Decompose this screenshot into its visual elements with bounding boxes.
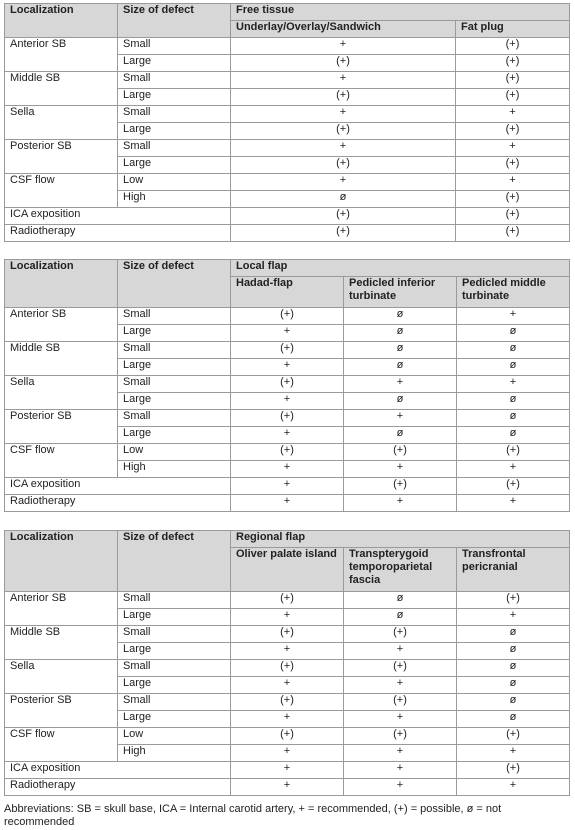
local-flap-table bbox=[4, 259, 570, 512]
value-cell: (+) bbox=[231, 592, 344, 609]
value-cell: + bbox=[231, 478, 344, 495]
table-row bbox=[5, 106, 570, 123]
size-cell: Large bbox=[118, 55, 231, 72]
table-row bbox=[5, 444, 570, 461]
localization-cell: Anterior SB bbox=[5, 308, 118, 342]
regional-flap-table bbox=[4, 530, 570, 796]
value-cell: (+) bbox=[344, 694, 457, 711]
localization-cell: Sella bbox=[5, 106, 118, 140]
size-cell: Small bbox=[118, 626, 231, 643]
free-tissue-table bbox=[4, 3, 570, 242]
value-cell: + bbox=[457, 495, 570, 512]
value-cell: + bbox=[231, 495, 344, 512]
localization-cell: Posterior SB bbox=[5, 140, 118, 174]
size-of-defect-header: Size of defect bbox=[118, 531, 231, 592]
localization-cell: Radiotherapy bbox=[5, 225, 231, 242]
localization-cell: Middle SB bbox=[5, 342, 118, 376]
value-cell: + bbox=[344, 779, 457, 796]
value-cell: (+) bbox=[231, 123, 456, 140]
group-header: Regional flap bbox=[231, 531, 570, 548]
size-cell: Small bbox=[118, 72, 231, 89]
size-cell: Low bbox=[118, 174, 231, 191]
group-header: Free tissue bbox=[231, 4, 570, 21]
value-cell: ø bbox=[457, 711, 570, 728]
value-cell: + bbox=[456, 174, 570, 191]
localization-cell: Middle SB bbox=[5, 72, 118, 106]
size-cell: Small bbox=[118, 410, 231, 427]
size-cell: Large bbox=[118, 89, 231, 106]
value-cell: + bbox=[457, 376, 570, 393]
value-cell: (+) bbox=[231, 157, 456, 174]
localization-cell: Posterior SB bbox=[5, 410, 118, 444]
size-cell: Low bbox=[118, 728, 231, 745]
value-cell: + bbox=[457, 609, 570, 626]
subheader-cell: Underlay/Overlay/Sandwich bbox=[231, 21, 456, 38]
value-cell: (+) bbox=[456, 225, 570, 242]
value-cell: (+) bbox=[456, 89, 570, 106]
value-cell: ø bbox=[457, 393, 570, 410]
value-cell: + bbox=[457, 461, 570, 478]
localization-header: Localization bbox=[5, 531, 118, 592]
value-cell: + bbox=[457, 308, 570, 325]
value-cell: (+) bbox=[456, 157, 570, 174]
localization-cell: ICA exposition bbox=[5, 762, 231, 779]
size-cell: Small bbox=[118, 140, 231, 157]
subheader-cell: Pedicled middle turbinate bbox=[457, 277, 570, 308]
value-cell: + bbox=[231, 106, 456, 123]
value-cell: (+) bbox=[231, 626, 344, 643]
table-row bbox=[5, 38, 570, 55]
value-cell: + bbox=[231, 643, 344, 660]
table-row bbox=[5, 174, 570, 191]
value-cell: ø bbox=[344, 427, 457, 444]
value-cell: ø bbox=[344, 325, 457, 342]
size-cell: High bbox=[118, 191, 231, 208]
value-cell: (+) bbox=[456, 208, 570, 225]
value-cell: (+) bbox=[456, 72, 570, 89]
size-cell: Small bbox=[118, 308, 231, 325]
table-row bbox=[5, 342, 570, 359]
subheader-cell: Transpterygoid temporoparietal fascia bbox=[344, 548, 457, 592]
table-row bbox=[5, 376, 570, 393]
table-row bbox=[5, 626, 570, 643]
size-cell: Low bbox=[118, 444, 231, 461]
value-cell: + bbox=[231, 779, 344, 796]
value-cell: (+) bbox=[344, 478, 457, 495]
value-cell: ø bbox=[344, 592, 457, 609]
localization-cell: Anterior SB bbox=[5, 38, 118, 72]
value-cell: + bbox=[456, 140, 570, 157]
table-row bbox=[5, 478, 570, 495]
size-of-defect-header: Size of defect bbox=[118, 4, 231, 38]
table-row bbox=[5, 762, 570, 779]
size-cell: Large bbox=[118, 609, 231, 626]
value-cell: + bbox=[457, 779, 570, 796]
value-cell: + bbox=[344, 677, 457, 694]
localization-cell: ICA exposition bbox=[5, 478, 231, 495]
value-cell: (+) bbox=[457, 444, 570, 461]
value-cell: (+) bbox=[456, 123, 570, 140]
size-cell: Large bbox=[118, 157, 231, 174]
subheader-cell: Transfrontal pericranial bbox=[457, 548, 570, 592]
table-row bbox=[5, 660, 570, 677]
value-cell: + bbox=[231, 609, 344, 626]
size-cell: Large bbox=[118, 643, 231, 660]
value-cell: ø bbox=[231, 191, 456, 208]
value-cell: (+) bbox=[231, 55, 456, 72]
value-cell: (+) bbox=[457, 478, 570, 495]
value-cell: (+) bbox=[231, 660, 344, 677]
size-cell: Large bbox=[118, 427, 231, 444]
value-cell: (+) bbox=[231, 342, 344, 359]
value-cell: + bbox=[231, 359, 344, 376]
localization-cell: Middle SB bbox=[5, 626, 118, 660]
localization-cell: ICA exposition bbox=[5, 208, 231, 225]
table-row bbox=[5, 208, 570, 225]
value-cell: (+) bbox=[456, 191, 570, 208]
value-cell: ø bbox=[344, 342, 457, 359]
size-cell: Large bbox=[118, 325, 231, 342]
value-cell: (+) bbox=[231, 225, 456, 242]
value-cell: (+) bbox=[344, 660, 457, 677]
table-row bbox=[5, 779, 570, 796]
value-cell: ø bbox=[344, 308, 457, 325]
value-cell: + bbox=[231, 38, 456, 55]
value-cell: + bbox=[231, 461, 344, 478]
value-cell: (+) bbox=[344, 728, 457, 745]
localization-cell: Radiotherapy bbox=[5, 495, 231, 512]
value-cell: ø bbox=[457, 410, 570, 427]
table-row bbox=[5, 728, 570, 745]
value-cell: ø bbox=[457, 626, 570, 643]
value-cell: ø bbox=[457, 694, 570, 711]
subheader-cell: Oliver palate island bbox=[231, 548, 344, 592]
value-cell: (+) bbox=[231, 89, 456, 106]
value-cell: + bbox=[344, 410, 457, 427]
value-cell: ø bbox=[457, 643, 570, 660]
value-cell: + bbox=[231, 72, 456, 89]
value-cell: (+) bbox=[457, 762, 570, 779]
value-cell: (+) bbox=[344, 626, 457, 643]
value-cell: + bbox=[344, 711, 457, 728]
value-cell: + bbox=[231, 393, 344, 410]
value-cell: + bbox=[344, 762, 457, 779]
table-row bbox=[5, 225, 570, 242]
value-cell: (+) bbox=[231, 728, 344, 745]
value-cell: + bbox=[344, 376, 457, 393]
value-cell: ø bbox=[457, 325, 570, 342]
size-cell: Small bbox=[118, 660, 231, 677]
size-cell: High bbox=[118, 745, 231, 762]
size-cell: High bbox=[118, 461, 231, 478]
size-cell: Small bbox=[118, 38, 231, 55]
value-cell: + bbox=[231, 711, 344, 728]
table-row bbox=[5, 72, 570, 89]
value-cell: (+) bbox=[456, 38, 570, 55]
localization-header: Localization bbox=[5, 4, 118, 38]
subheader-cell: Hadad-flap bbox=[231, 277, 344, 308]
value-cell: + bbox=[231, 325, 344, 342]
value-cell: (+) bbox=[231, 444, 344, 461]
value-cell: ø bbox=[457, 660, 570, 677]
value-cell: (+) bbox=[231, 308, 344, 325]
value-cell: (+) bbox=[344, 444, 457, 461]
subheader-cell: Pedicled inferior turbinate bbox=[344, 277, 457, 308]
header-row bbox=[5, 4, 570, 21]
size-cell: Small bbox=[118, 342, 231, 359]
localization-cell: Sella bbox=[5, 660, 118, 694]
value-cell: ø bbox=[344, 609, 457, 626]
value-cell: ø bbox=[457, 427, 570, 444]
header-row bbox=[5, 531, 570, 548]
value-cell: + bbox=[231, 174, 456, 191]
value-cell: (+) bbox=[456, 55, 570, 72]
value-cell: + bbox=[231, 140, 456, 157]
size-cell: Small bbox=[118, 376, 231, 393]
value-cell: ø bbox=[344, 393, 457, 410]
subheader-cell: Fat plug bbox=[456, 21, 570, 38]
value-cell: (+) bbox=[231, 694, 344, 711]
value-cell: (+) bbox=[231, 208, 456, 225]
value-cell: + bbox=[344, 495, 457, 512]
size-cell: Small bbox=[118, 592, 231, 609]
value-cell: (+) bbox=[457, 592, 570, 609]
table-row bbox=[5, 308, 570, 325]
abbreviations-note: Abbreviations: SB = skull base, ICA = Internal carotid artery, + = recommended, (+) = possible, ø = not recommended bbox=[4, 803, 502, 828]
table-row bbox=[5, 140, 570, 157]
value-cell: ø bbox=[457, 342, 570, 359]
size-of-defect-header: Size of defect bbox=[118, 260, 231, 308]
size-cell: Large bbox=[118, 393, 231, 410]
localization-cell: Sella bbox=[5, 376, 118, 410]
localization-cell: Posterior SB bbox=[5, 694, 118, 728]
header-row bbox=[5, 260, 570, 277]
group-header: Local flap bbox=[231, 260, 570, 277]
value-cell: + bbox=[231, 427, 344, 444]
table-row bbox=[5, 694, 570, 711]
value-cell: + bbox=[231, 745, 344, 762]
value-cell: + bbox=[456, 106, 570, 123]
table-row bbox=[5, 495, 570, 512]
value-cell: (+) bbox=[231, 376, 344, 393]
value-cell: (+) bbox=[231, 410, 344, 427]
value-cell: ø bbox=[457, 677, 570, 694]
size-cell: Small bbox=[118, 694, 231, 711]
value-cell: + bbox=[344, 745, 457, 762]
localization-cell: Radiotherapy bbox=[5, 779, 231, 796]
value-cell: + bbox=[457, 745, 570, 762]
value-cell: (+) bbox=[457, 728, 570, 745]
size-cell: Small bbox=[118, 106, 231, 123]
value-cell: ø bbox=[344, 359, 457, 376]
localization-cell: Anterior SB bbox=[5, 592, 118, 626]
value-cell: + bbox=[231, 677, 344, 694]
localization-header: Localization bbox=[5, 260, 118, 308]
table-row bbox=[5, 410, 570, 427]
size-cell: Large bbox=[118, 677, 231, 694]
localization-cell: CSF flow bbox=[5, 728, 118, 762]
localization-cell: CSF flow bbox=[5, 444, 118, 478]
value-cell: ø bbox=[457, 359, 570, 376]
table-row bbox=[5, 592, 570, 609]
value-cell: + bbox=[231, 762, 344, 779]
value-cell: + bbox=[344, 643, 457, 660]
size-cell: Large bbox=[118, 123, 231, 140]
localization-cell: CSF flow bbox=[5, 174, 118, 208]
size-cell: Large bbox=[118, 359, 231, 376]
value-cell: + bbox=[344, 461, 457, 478]
size-cell: Large bbox=[118, 711, 231, 728]
